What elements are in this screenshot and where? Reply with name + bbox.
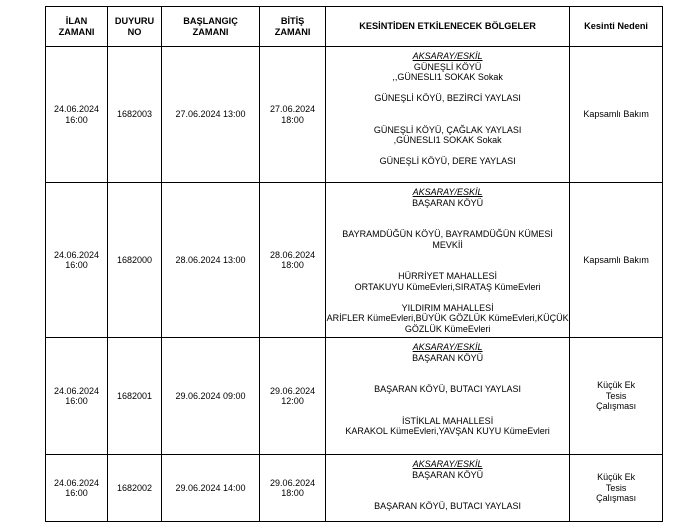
area-line [326, 491, 569, 502]
area-line [326, 219, 569, 230]
areas-cell [326, 455, 570, 522]
header-duyuru: DUYURU NO [108, 7, 162, 47]
area-line: BAŞARAN KÖYÜ, BUTACI YAYLASI [374, 384, 522, 394]
table-row [46, 47, 663, 183]
areas-cell [326, 338, 570, 455]
area-line [326, 363, 569, 374]
area-line: BAŞARAN KÖYÜ [412, 197, 484, 208]
area-line [326, 104, 569, 115]
area-line: GÖZLÜK KümeEvleri [404, 323, 491, 334]
baslangic-cell: 27.06.2024 13:00 [162, 47, 260, 183]
duyuru-cell: 1682001 [108, 338, 162, 455]
table-row [46, 183, 663, 338]
area-line [326, 250, 569, 261]
duyuru-cell: 1682003 [108, 47, 162, 183]
header-bitis: BİTİŞ ZAMANI [260, 7, 326, 47]
baslangic-cell: 29.06.2024 14:00 [162, 455, 260, 522]
area-line [326, 261, 569, 272]
area-line: ARİFLER KümeEvleri,BÜYÜK GÖZLÜK KümeEvleri,KÜÇÜK [326, 313, 569, 323]
neden-cell: Küçük Ek Tesis Çalışması [570, 338, 663, 455]
ilan-cell: 24.06.2024 16:00 [46, 455, 108, 522]
neden-cell: Küçük Ek Tesis Çalışması [570, 455, 663, 522]
area-line: BAŞARAN KÖYÜ [412, 469, 484, 480]
area-line [326, 83, 569, 94]
area-line [326, 208, 569, 219]
outage-table [45, 6, 663, 522]
area-line [326, 114, 569, 125]
bitis-cell: 27.06.2024 18:00 [260, 47, 326, 183]
area-line [326, 292, 569, 303]
neden-cell: Kapsamlı Bakım [570, 47, 663, 183]
areas-cell [326, 183, 570, 338]
area-line: BAŞARAN KÖYÜ [412, 352, 484, 363]
table-row [46, 338, 663, 455]
area-line [326, 395, 569, 406]
area-line: GÜNEŞLİ KÖYÜ [413, 61, 482, 72]
area-line: GÜNEŞLİ KÖYÜ, DERE YAYLASI [379, 156, 516, 166]
ilan-cell: 24.06.2024 16:00 [46, 183, 108, 338]
baslangic-cell: 28.06.2024 13:00 [162, 183, 260, 338]
areas-cell [326, 47, 570, 183]
area-line: KARAKOL KümeEvleri,YAVŞAN KUYU KümeEvleri [345, 426, 550, 436]
location-label: AKSARAY/ESKİL [412, 187, 483, 197]
duyuru-cell: 1682000 [108, 183, 162, 338]
area-line: ,,GÜNESLI1 SOKAK Sokak [392, 72, 503, 82]
area-line [326, 480, 569, 491]
header-ilan: İLAN ZAMANI [46, 7, 108, 47]
header-row [46, 7, 663, 47]
header-neden: Kesinti Nedeni [570, 7, 663, 47]
area-line: GÜNEŞLİ KÖYÜ, BEZİRCİ YAYLASI [374, 93, 521, 103]
table-row [46, 455, 663, 522]
header-baslangic: BAŞLANGIÇ ZAMANI [162, 7, 260, 47]
area-line [326, 146, 569, 157]
area-line: ORTAKUYU KümeEvleri,SIRATAŞ KümeEvleri [354, 281, 541, 292]
neden-cell: Kapsamlı Bakım [570, 183, 663, 338]
area-line: BAŞARAN KÖYÜ, BUTACI YAYLASI [374, 501, 522, 511]
area-line: YILDIRIM MAHALLESİ [401, 302, 494, 313]
area-line: İSTİKLAL MAHALLESİ [401, 415, 494, 426]
area-line: BAYRAMDÜĞÜN KÖYÜ, BAYRAMDÜĞÜN KÜMESİ MEVKİİ [342, 229, 553, 250]
area-line: ,GÜNESLI1 SOKAK Sokak [393, 135, 502, 145]
header-bolgeler: KESİNTİDEN ETKİLENECEK BÖLGELER [326, 7, 570, 47]
duyuru-cell: 1682002 [108, 455, 162, 522]
bitis-cell: 29.06.2024 12:00 [260, 338, 326, 455]
location-label: AKSARAY/ESKİL [412, 459, 483, 469]
ilan-cell: 24.06.2024 16:00 [46, 338, 108, 455]
location-label: AKSARAY/ESKİL [412, 51, 483, 61]
area-line: HÜRRİYET MAHALLESİ [398, 271, 498, 281]
area-line [326, 405, 569, 416]
bitis-cell: 28.06.2024 18:00 [260, 183, 326, 338]
area-line [326, 374, 569, 385]
location-label: AKSARAY/ESKİL [412, 342, 483, 352]
area-line: GÜNEŞLİ KÖYÜ, ÇAĞLAK YAYLASI [373, 124, 522, 135]
baslangic-cell: 29.06.2024 09:00 [162, 338, 260, 455]
ilan-cell: 24.06.2024 16:00 [46, 47, 108, 183]
bitis-cell: 29.06.2024 18:00 [260, 455, 326, 522]
